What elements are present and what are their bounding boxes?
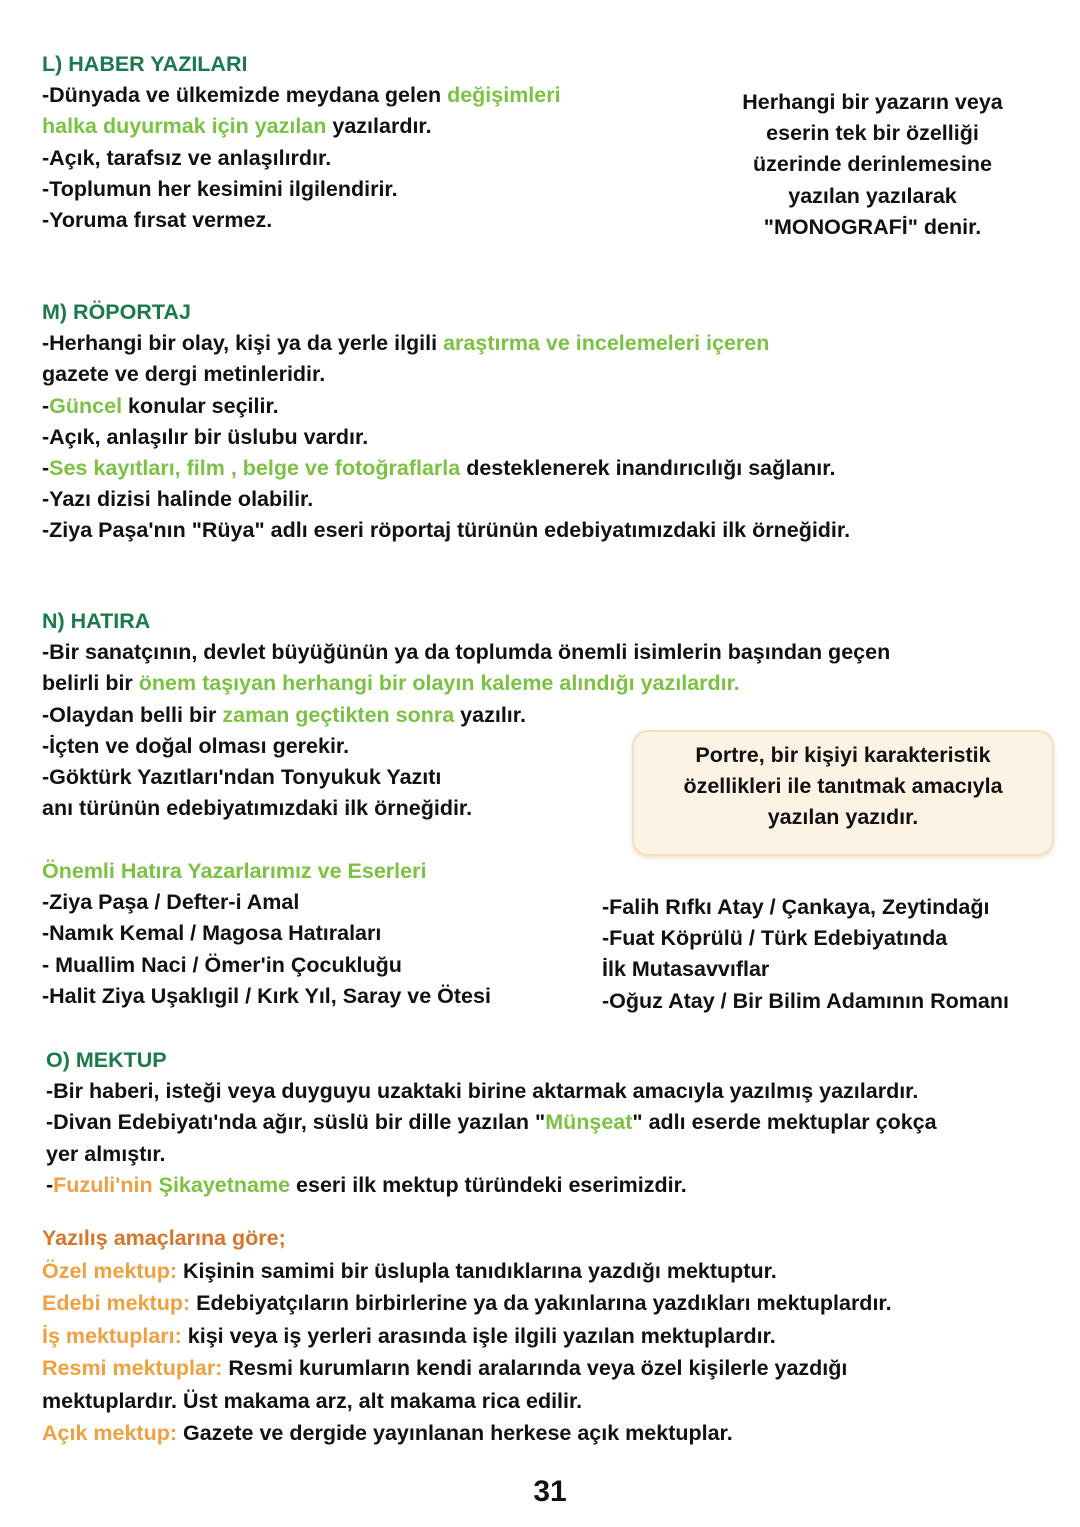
text-segment: -Ziya Paşa'nın "Rüya" adlı eseri röportaj türünün edebiyatımızdaki ilk örneğidir. (42, 518, 851, 543)
text-segment: üzerinde derinlemesine (753, 152, 992, 177)
text-line (46, 1139, 937, 1170)
text-segment: -Divan Edebiyatı'nda ağır, süslü bir dille yazılan " (46, 1110, 546, 1135)
text-line (42, 328, 850, 359)
highlighted-text: İş mektupları: (42, 1323, 182, 1348)
text-segment: eserin tek bir özelliği (766, 121, 979, 146)
text-segment: -Dünyada ve ülkemizde meydana gelen (42, 83, 448, 108)
text-line (700, 181, 1045, 212)
page-number: 31 (533, 1475, 567, 1508)
text-segment: Gazete ve dergide yayınlanan herkese açık mektuplar. (177, 1421, 733, 1445)
text-segment: kişi veya iş yerleri arasında işle ilgili yazılan mektuplardır. (181, 1323, 776, 1348)
highlighted-text: önem taşıyan herhangi bir olayın kaleme alındığı yazılardır. (138, 671, 740, 696)
highlighted-text: Ses kayıtları, film , belge ve fotoğraflarla (49, 456, 461, 481)
text-segment: -Açık, tarafsız ve anlaşılırdır. (42, 145, 332, 170)
text-line (634, 771, 1052, 802)
highlighted-text: Fuzuli'nin (53, 1172, 153, 1197)
text-line (42, 205, 561, 236)
monografi-note (700, 87, 1045, 243)
text-line (46, 1170, 937, 1201)
text-segment: -Bir sanatçının, devlet büyüğünün ya da toplumda önemli isimlerin başından geçen (42, 640, 891, 665)
text-segment: mektuplardır. Üst makama arz, alt makama rica edilir. (42, 1388, 583, 1413)
text-line (42, 637, 890, 668)
text-line (602, 923, 1009, 954)
text-segment: yazılan yazılarak (788, 183, 957, 208)
text-line (42, 453, 850, 484)
text-segment: Kişinin samimi bir üslupla tanıdıklarına yazdığı mektuptur. (177, 1258, 777, 1283)
text-segment: gazete ve dergi metinleridir. (42, 362, 326, 387)
text-segment: -Toplumun her kesimini ilgilendirir. (42, 176, 398, 201)
text-line (42, 1255, 892, 1288)
text-segment: eseri ilk mektup türündeki eserimizdir. (290, 1172, 687, 1197)
text-segment: İlk Mutasavvıflar (602, 957, 770, 982)
text-line (42, 668, 890, 699)
text-line (42, 391, 850, 422)
section-roportaj (42, 297, 850, 547)
text-segment: Herhangi bir yazarın veya (742, 90, 1003, 114)
highlighted-text: Açık mektup: (42, 1421, 178, 1445)
hatira-authors-right (602, 892, 1009, 1017)
section-title: L) HABER YAZILARI (42, 52, 248, 76)
highlighted-text: Münşeat (545, 1110, 633, 1135)
portre-note (632, 730, 1054, 856)
text-line (602, 892, 1009, 923)
highlighted-text: araştırma ve incelemeleri içeren (443, 331, 770, 356)
highlighted-text: zaman geçtikten sonra (222, 702, 455, 727)
text-line (42, 950, 491, 981)
text-segment: -Bir haberi, isteği veya duyguyu uzaktaki birine aktarmak amacıyla yazılmış yazılardır. (46, 1079, 919, 1104)
text-line (602, 986, 1009, 1017)
section-title: N) HATIRA (42, 609, 151, 633)
text-line (42, 887, 491, 918)
text-line (700, 149, 1045, 180)
text-line (700, 87, 1045, 118)
text-segment: yer almıştır. (46, 1141, 166, 1166)
text-line (42, 1385, 892, 1418)
section-title: M) RÖPORTAJ (42, 300, 191, 324)
text-segment: - Muallim Naci / Ömer'in Çocukluğu (42, 952, 402, 977)
text-line (42, 484, 850, 515)
text-segment: - (46, 1172, 54, 1197)
text-segment: " adlı eserde mektuplar çokça (632, 1110, 937, 1135)
text-segment: yazılır. (454, 702, 526, 727)
text-line (42, 80, 561, 111)
highlighted-text: Yazılış amaçlarına göre; (42, 1226, 286, 1250)
text-line (700, 118, 1045, 149)
text-line (42, 1320, 892, 1353)
text-line (42, 1287, 892, 1320)
text-line (42, 174, 561, 205)
text-segment: -Namık Kemal / Magosa Hatıraları (42, 921, 382, 946)
text-segment: -Açık, anlaşılır bir üslubu vardır. (42, 424, 369, 449)
section-title: O) MEKTUP (46, 1048, 167, 1072)
text-line (42, 1352, 892, 1385)
text-line (700, 212, 1045, 243)
hatira-authors-left (42, 856, 491, 1012)
text-segment: -Herhangi bir olay, kişi ya da yerle ilgili (42, 331, 444, 356)
highlighted-text: değişimleri (447, 83, 561, 108)
text-segment: - (42, 456, 50, 481)
section-mektup (46, 1045, 937, 1201)
highlighted-text: Edebi mektup: (42, 1291, 191, 1315)
text-line (602, 954, 1009, 985)
text-segment: özellikleri ile tanıtmak amacıyla (683, 774, 1003, 799)
text-line (42, 918, 491, 949)
text-segment: Resmi kurumların kendi aralarında veya özel kişilerle yazdığı (222, 1356, 848, 1380)
text-line (42, 1417, 892, 1450)
text-segment: -Olaydan belli bir (42, 702, 223, 727)
text-segment: "MONOGRAFİ" denir. (763, 214, 982, 239)
text-segment: Portre, bir kişiyi karakteristik (695, 743, 991, 767)
section-haber (42, 49, 561, 236)
text-segment: -Yazı dizisi halinde olabilir. (42, 487, 314, 512)
text-line (42, 422, 850, 453)
text-line (42, 981, 491, 1012)
text-segment: -Göktürk Yazıtları'ndan Tonyukuk Yazıtı (42, 765, 442, 790)
text-segment: Edebiyatçıların birbirlerine ya da yakınlarına yazdıkları mektuplardır. (190, 1291, 892, 1315)
text-line (634, 740, 1052, 771)
highlighted-text: Resmi mektuplar: (42, 1356, 223, 1380)
text-line (42, 1222, 892, 1255)
text-segment: yazılan yazıdır. (767, 805, 919, 830)
text-segment: -Fuat Köprülü / Türk Edebiyatında (602, 926, 948, 951)
text-segment: -Halit Ziya Uşaklıgil / Kırk Yıl, Saray ve Ötesi (42, 983, 491, 1008)
text-segment: konular seçilir. (122, 393, 279, 418)
text-line (42, 515, 850, 546)
text-segment: -Falih Rıfkı Atay / Çankaya, Zeytindağı (602, 895, 990, 919)
highlighted-text: halka duyurmak için yazılan (42, 114, 327, 139)
text-segment: anı türünün edebiyatımızdaki ilk örneğidir. (42, 796, 473, 821)
text-line (46, 1076, 937, 1107)
text-segment: -Oğuz Atay / Bir Bilim Adamının Romanı (602, 988, 1009, 1013)
text-segment: desteklenerek inandırıcılığı sağlanır. (460, 456, 836, 481)
text-line (46, 1107, 937, 1138)
text-segment: -İçten ve doğal olması gerekir. (42, 733, 350, 758)
highlighted-text: Güncel (49, 393, 123, 418)
text-line (42, 143, 561, 174)
text-line (42, 111, 561, 142)
mektup-types (42, 1222, 892, 1450)
text-segment: - (42, 393, 50, 418)
text-segment: -Ziya Paşa / Defter-i Amal (42, 890, 300, 915)
text-line (634, 802, 1052, 833)
text-segment: belirli bir (42, 671, 139, 696)
text-line (42, 700, 890, 731)
highlighted-text: Özel mektup: (42, 1258, 177, 1283)
text-segment: -Yoruma fırsat vermez. (42, 208, 273, 233)
text-line (42, 359, 850, 390)
highlighted-text: Şikayetname (152, 1172, 291, 1197)
text-segment: yazılardır. (326, 114, 432, 139)
authors-heading: Önemli Hatıra Yazarlarımız ve Eserleri (42, 859, 427, 883)
